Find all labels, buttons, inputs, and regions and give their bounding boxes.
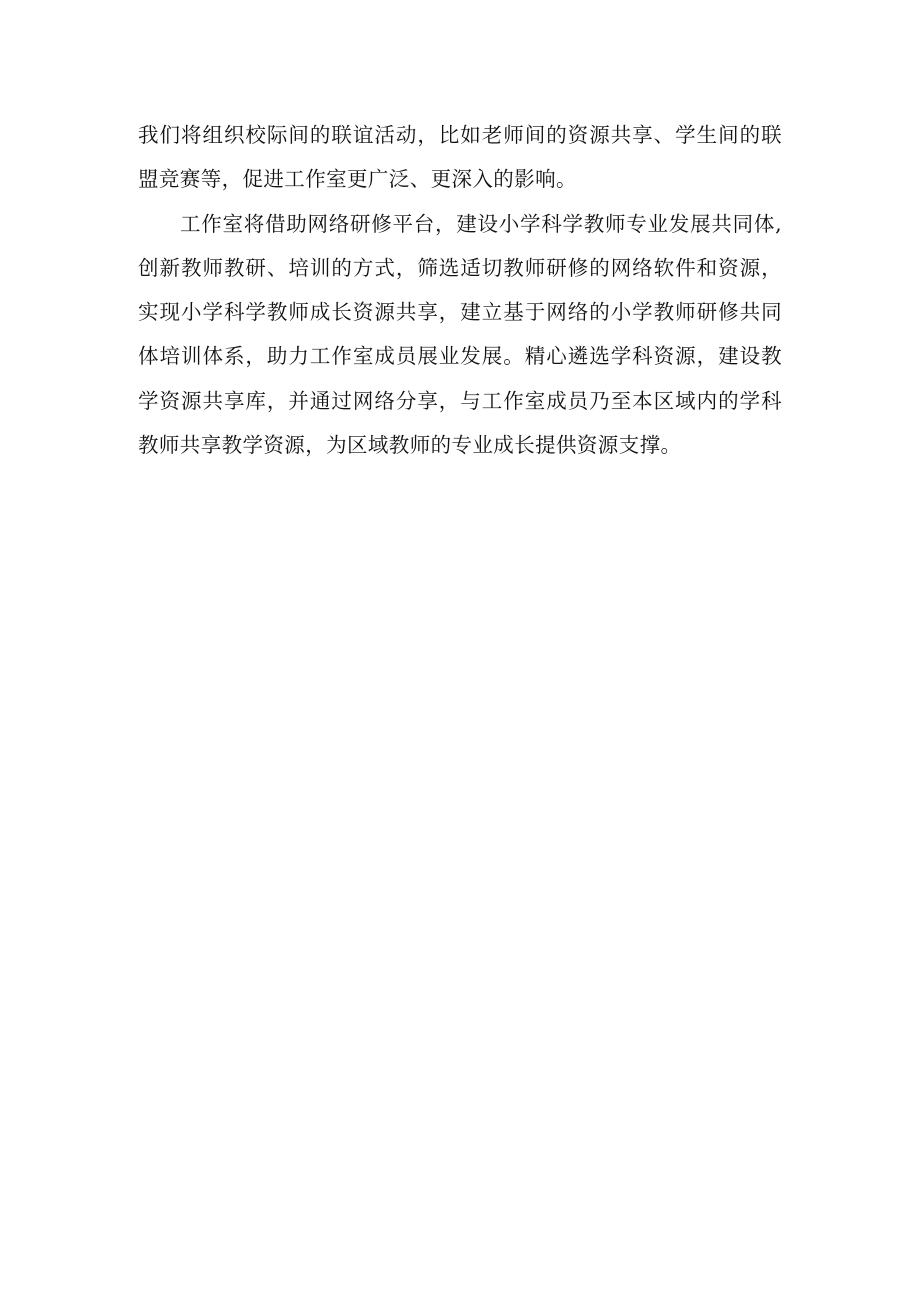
document-body [138, 113, 782, 467]
paragraph-network-platform: 工作室将借助网络研修平台，建设小学科学教师专业发展共同体,创新教师教研、培训的方式，筛选适切教师研修的网络软件和资源，实现小学科学教师成长资源共享，建立基于网络的小学教师研修共同体培训体系，助力工作室成员展业发展。精心遴选学科资源，建设教学资源共享库，并通过网络分享，与工作室成员乃至本区域内的学科教师共享教学资源，为区域教师的专业成长提供资源支撑。 [138, 211, 782, 458]
paragraph-continuation: 我们将组织校际间的联谊活动，比如老师间的资源共享、学生间的联盟竞赛等，促进工作室更广泛、更深入的影响。 [138, 123, 782, 192]
